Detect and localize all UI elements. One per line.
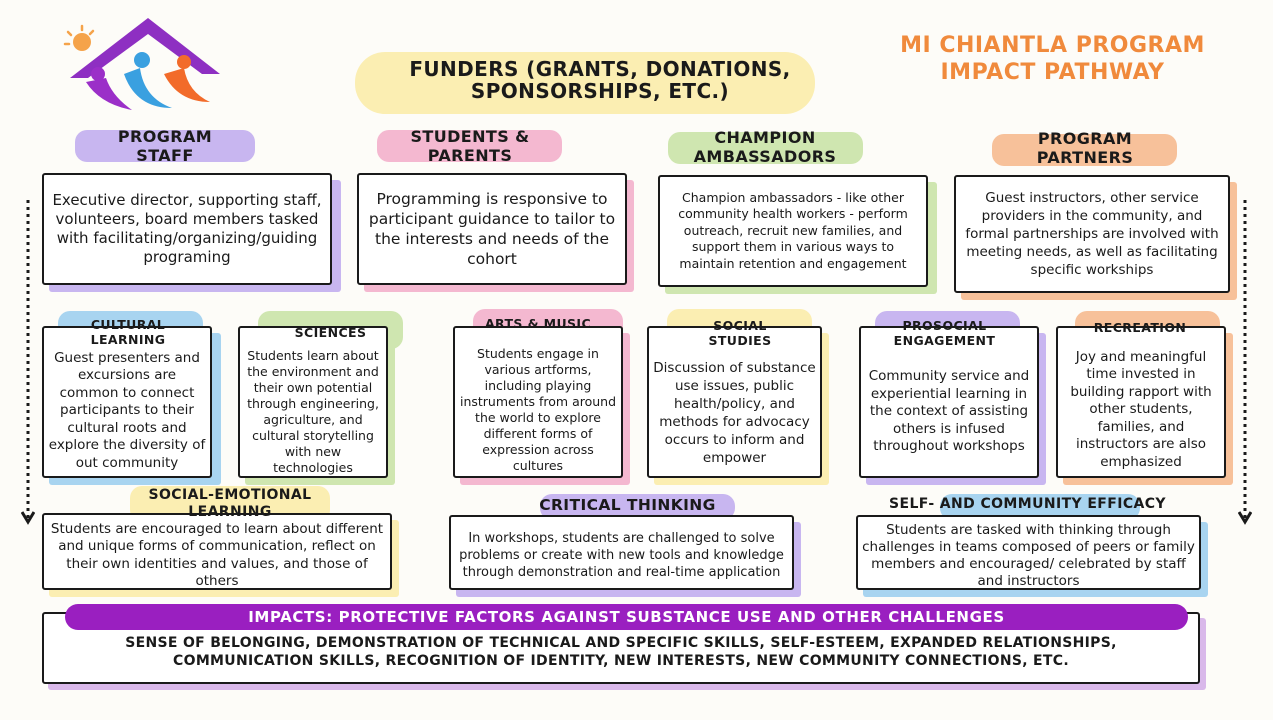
impacts-line-2: COMMUNICATION SKILLS, RECOGNITION OF IDENTITY, NEW INTERESTS, NEW COMMUNITY CONNECTIONS, ETC. xyxy=(173,653,1069,669)
cultural-learning-box xyxy=(42,326,212,478)
funders-line-1: FUNDERS (GRANTS, DONATIONS, xyxy=(409,57,791,81)
page-title xyxy=(860,32,1245,86)
impacts-list xyxy=(42,634,1200,670)
students-parents-box xyxy=(357,173,627,285)
program-staff-label: PROGRAM STAFF xyxy=(117,127,213,165)
arts-music-text: Students engage in various artforms, including playing instruments from around the world to explore different forms of expression across cultures xyxy=(459,346,617,473)
recreation-label: RECREATION xyxy=(1093,320,1187,335)
students-parents-label: STUDENTS & PARENTS xyxy=(410,127,530,165)
program-partners-box xyxy=(954,175,1230,293)
arts-music-label: ARTS & MUSIC xyxy=(484,316,592,331)
figure-head-blue xyxy=(134,52,150,68)
critical-thinking-label: CRITICAL THINKING xyxy=(539,496,716,514)
program-partners-label: PROGRAM PARTNERS xyxy=(1036,129,1134,167)
self-community-efficacy-text: Students are tasked with thinking through challenges in teams composed of peers or family members and encouraged/ celebrated by staff and instructors xyxy=(862,521,1195,589)
critical-thinking-box xyxy=(449,515,794,590)
social-emotional-label: SOCIAL-EMOTIONAL LEARNING xyxy=(148,487,312,520)
program-partners-text: Guest instructors, other service providers in the community, and formal partnerships are involved with meeting needs, as well as facilitating specific workships xyxy=(965,190,1219,278)
figure-head-orange xyxy=(177,55,191,69)
self-community-efficacy-label: SELF- AND COMMUNITY EFFICACY xyxy=(889,496,1166,512)
figure-head-purple xyxy=(91,67,105,81)
funders-line-2: SPONSORSHIPS, ETC.) xyxy=(470,79,730,103)
roof-shape xyxy=(70,18,220,78)
champion-ambassadors-text: Champion ambassadors - like other community health workers - perform outreach, recruit new families, and support them in various ways to maintain retention and engagement xyxy=(678,189,908,271)
funders-label xyxy=(340,58,860,102)
recreation-box xyxy=(1056,326,1226,478)
house-family-logo xyxy=(60,12,230,117)
social-emotional-box xyxy=(42,513,392,590)
social-studies-label: SOCIAL STUDIES xyxy=(708,318,772,348)
recreation-text: Joy and meaningful time invested in building rapport with other students, families, and instructors are also emphasized xyxy=(1070,348,1212,470)
social-studies-text: Discussion of substance use issues, public health/policy, and methods for advocacy occurs to inform and empower xyxy=(653,360,816,466)
program-staff-text: Executive director, supporting staff, volunteers, board members tasked with facilitating/organizing/guiding programing xyxy=(52,191,322,266)
students-parents-text: Programming is responsive to participant guidance to tailor to the interests and needs of the cohort xyxy=(368,190,616,268)
title-line-1: MI CHIANTLA PROGRAM xyxy=(900,33,1205,58)
left-down-arrow-icon xyxy=(21,200,35,530)
social-studies-box xyxy=(647,326,822,478)
cultural-learning-label: CULTURAL LEARNING xyxy=(90,317,166,347)
self-community-efficacy-box xyxy=(856,515,1201,590)
program-staff-box xyxy=(42,173,332,285)
sun-icon xyxy=(65,26,93,51)
champion-ambassadors-label: CHAMPION AMBASSADORS xyxy=(693,128,837,166)
sciences-box xyxy=(238,326,388,478)
title-line-2: IMPACT PATHWAY xyxy=(940,60,1165,85)
prosocial-engagement-label: PROSOCIAL ENGAGEMENT xyxy=(893,318,996,348)
right-down-arrow-icon xyxy=(1238,200,1252,530)
cultural-learning-text: Guest presenters and excursions are common to connect participants to their cultural roots and explore the diversity of out community xyxy=(48,349,206,471)
impacts-line-1: SENSE OF BELONGING, DEMONSTRATION OF TECHNICAL AND SPECIFIC SKILLS, SELF-ESTEEM, EXPANDED RELATIONSHIPS, xyxy=(125,635,1117,651)
sciences-label: SCIENCES xyxy=(294,325,367,340)
prosocial-engagement-box xyxy=(859,326,1039,478)
social-emotional-text: Students are encouraged to learn about different and unique forms of communication, reflect on their own identities and values, and those of others xyxy=(50,520,384,589)
impacts-heading: IMPACTS: PROTECTIVE FACTORS AGAINST SUBSTANCE USE AND OTHER CHALLENGES xyxy=(248,608,1005,626)
arts-music-box xyxy=(453,326,623,478)
critical-thinking-text: In workshops, students are challenged to solve problems or create with new tools and knowledge through demonstration and real-time application xyxy=(459,531,784,580)
sciences-text: Students learn about the environment and their own potential through engineering, agriculture, and cultural storytelling with new technologies xyxy=(247,348,379,475)
champion-ambassadors-box xyxy=(658,175,928,287)
prosocial-engagement-text: Community service and experiential learning in the context of assisting others is infused throughout workshops xyxy=(868,368,1030,455)
